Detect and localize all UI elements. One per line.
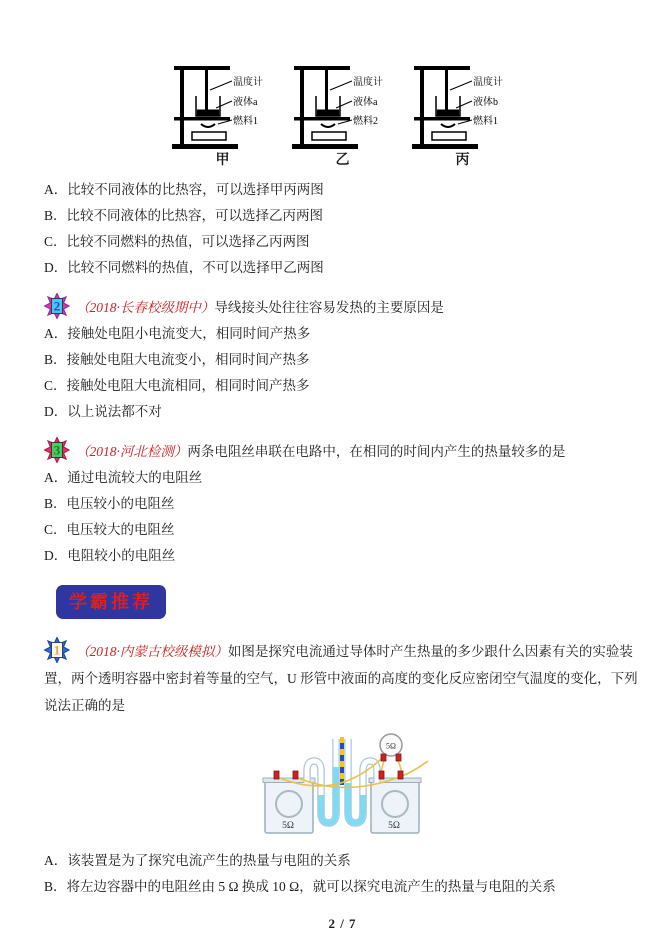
top-student-banner: 学霸推荐 bbox=[56, 585, 166, 619]
stand-burner-diagram bbox=[410, 60, 516, 152]
option-b: B．接触处电阻大电流变小，相同时间产热多 bbox=[44, 352, 310, 367]
external-resistor-label: 5Ω bbox=[385, 741, 396, 751]
figure-caption: 甲 bbox=[215, 153, 230, 168]
wire bbox=[402, 761, 428, 776]
option-c: C．比较不同燃料的热值，可以选择乙丙两图 bbox=[44, 234, 310, 249]
question-stem: 导线接头处往往容易发热的主要原因是 bbox=[214, 300, 444, 315]
burner-dish-icon bbox=[201, 124, 215, 127]
question-source: （2018·内蒙古校级模拟） bbox=[76, 644, 228, 659]
question-1-text bbox=[44, 637, 641, 719]
thermometer-label: 温度计 bbox=[472, 77, 503, 88]
question-number-badge-icon bbox=[44, 637, 70, 663]
question-stem: 两条电阻丝串联在电路中，在相同的时间内产生的热量较多的是 bbox=[187, 444, 566, 459]
option-a: A．比较不同液体的比热容，可以选择甲丙两图 bbox=[44, 182, 324, 197]
tube-scale-icon bbox=[340, 737, 344, 785]
page-number: 2 / 7 bbox=[328, 916, 357, 931]
burner-dish-icon bbox=[441, 124, 455, 127]
left-resistor-label: 5Ω bbox=[281, 821, 294, 831]
question-3-header bbox=[44, 437, 641, 465]
option-d: D．比较不同燃料的热值，不可以选择甲乙两图 bbox=[44, 260, 324, 275]
thermometer-icon bbox=[445, 69, 448, 113]
question-stem: 如图是探究电流通过导体时产生热量的多少跟什么因素有关的实验装置，两个透明容器中密封着等量的空气，U 形管中液面的高度的变化反应密闭空气温度的变化，下列说法正确的是 bbox=[44, 644, 638, 713]
option-a: A．通过电流较大的电阻丝 bbox=[44, 470, 203, 485]
option-a: A．接触处电阻小电流变大，相同时间产热多 bbox=[44, 326, 311, 341]
thermometer-label: 温度计 bbox=[232, 77, 263, 88]
option-d: D．电阻较小的电阻丝 bbox=[44, 548, 176, 563]
svg-text:3: 3 bbox=[53, 442, 61, 458]
stand-burner-diagram bbox=[290, 60, 396, 152]
option-d: D．以上说法都不对 bbox=[44, 404, 162, 419]
question-source: （2018·长春校级期中） bbox=[76, 300, 215, 315]
thermometer-icon bbox=[325, 69, 328, 113]
svg-text:1: 1 bbox=[53, 642, 61, 658]
binding-post bbox=[379, 771, 384, 779]
setup-figure-yi bbox=[290, 60, 396, 169]
setup-figure-bing bbox=[410, 60, 516, 169]
binding-post bbox=[381, 754, 386, 761]
fuel-label: 燃料2 bbox=[352, 116, 378, 127]
liquid-label: 液体a bbox=[232, 97, 257, 108]
option-a: A．该装置是为了探究电流产生的热量与电阻的关系 bbox=[44, 853, 351, 868]
thermometer-icon bbox=[205, 69, 208, 113]
question-number-badge-icon bbox=[44, 293, 70, 319]
question-2-options bbox=[44, 321, 641, 425]
setup-figure-jia bbox=[170, 60, 276, 169]
joule-heat-apparatus-figure bbox=[44, 725, 641, 846]
experiment-figures bbox=[44, 60, 641, 169]
question-source: （2018·河北检测） bbox=[76, 444, 188, 459]
binding-post bbox=[398, 771, 403, 779]
figure-caption: 丙 bbox=[455, 153, 470, 168]
question-1-options bbox=[44, 848, 641, 900]
fuel-label: 燃料1 bbox=[232, 116, 258, 127]
figure-caption: 乙 bbox=[335, 153, 350, 168]
option-b: B．电压较小的电阻丝 bbox=[44, 496, 175, 511]
option-b: B．将左边容器中的电阻丝由 5 Ω 换成 10 Ω，就可以探究电流产生的热量与电阻的关系 bbox=[44, 879, 556, 894]
question-number-badge-icon bbox=[44, 437, 70, 463]
fuel-label: 燃料1 bbox=[472, 116, 498, 127]
right-resistor-label: 5Ω bbox=[387, 821, 400, 831]
option-c: C．电压较大的电阻丝 bbox=[44, 522, 175, 537]
binding-post bbox=[293, 771, 298, 779]
joule-heat-apparatus-diagram bbox=[257, 725, 429, 841]
question-3-options bbox=[44, 465, 641, 569]
binding-post bbox=[396, 754, 401, 761]
stand-burner-diagram bbox=[170, 60, 276, 152]
question-figures-options bbox=[44, 177, 641, 281]
liquid-label: 液体b bbox=[472, 97, 498, 108]
burner-dish-icon bbox=[321, 124, 335, 127]
option-c: C．接触处电阻大电流相同，相同时间产热多 bbox=[44, 378, 310, 393]
thermometer-label: 温度计 bbox=[352, 77, 383, 88]
svg-text:2: 2 bbox=[53, 298, 61, 314]
binding-post bbox=[274, 771, 279, 779]
liquid-label: 液体a bbox=[352, 97, 377, 108]
option-b: B．比较不同液体的比热容，可以选择乙丙两图 bbox=[44, 208, 324, 223]
question-2-header bbox=[44, 293, 641, 321]
